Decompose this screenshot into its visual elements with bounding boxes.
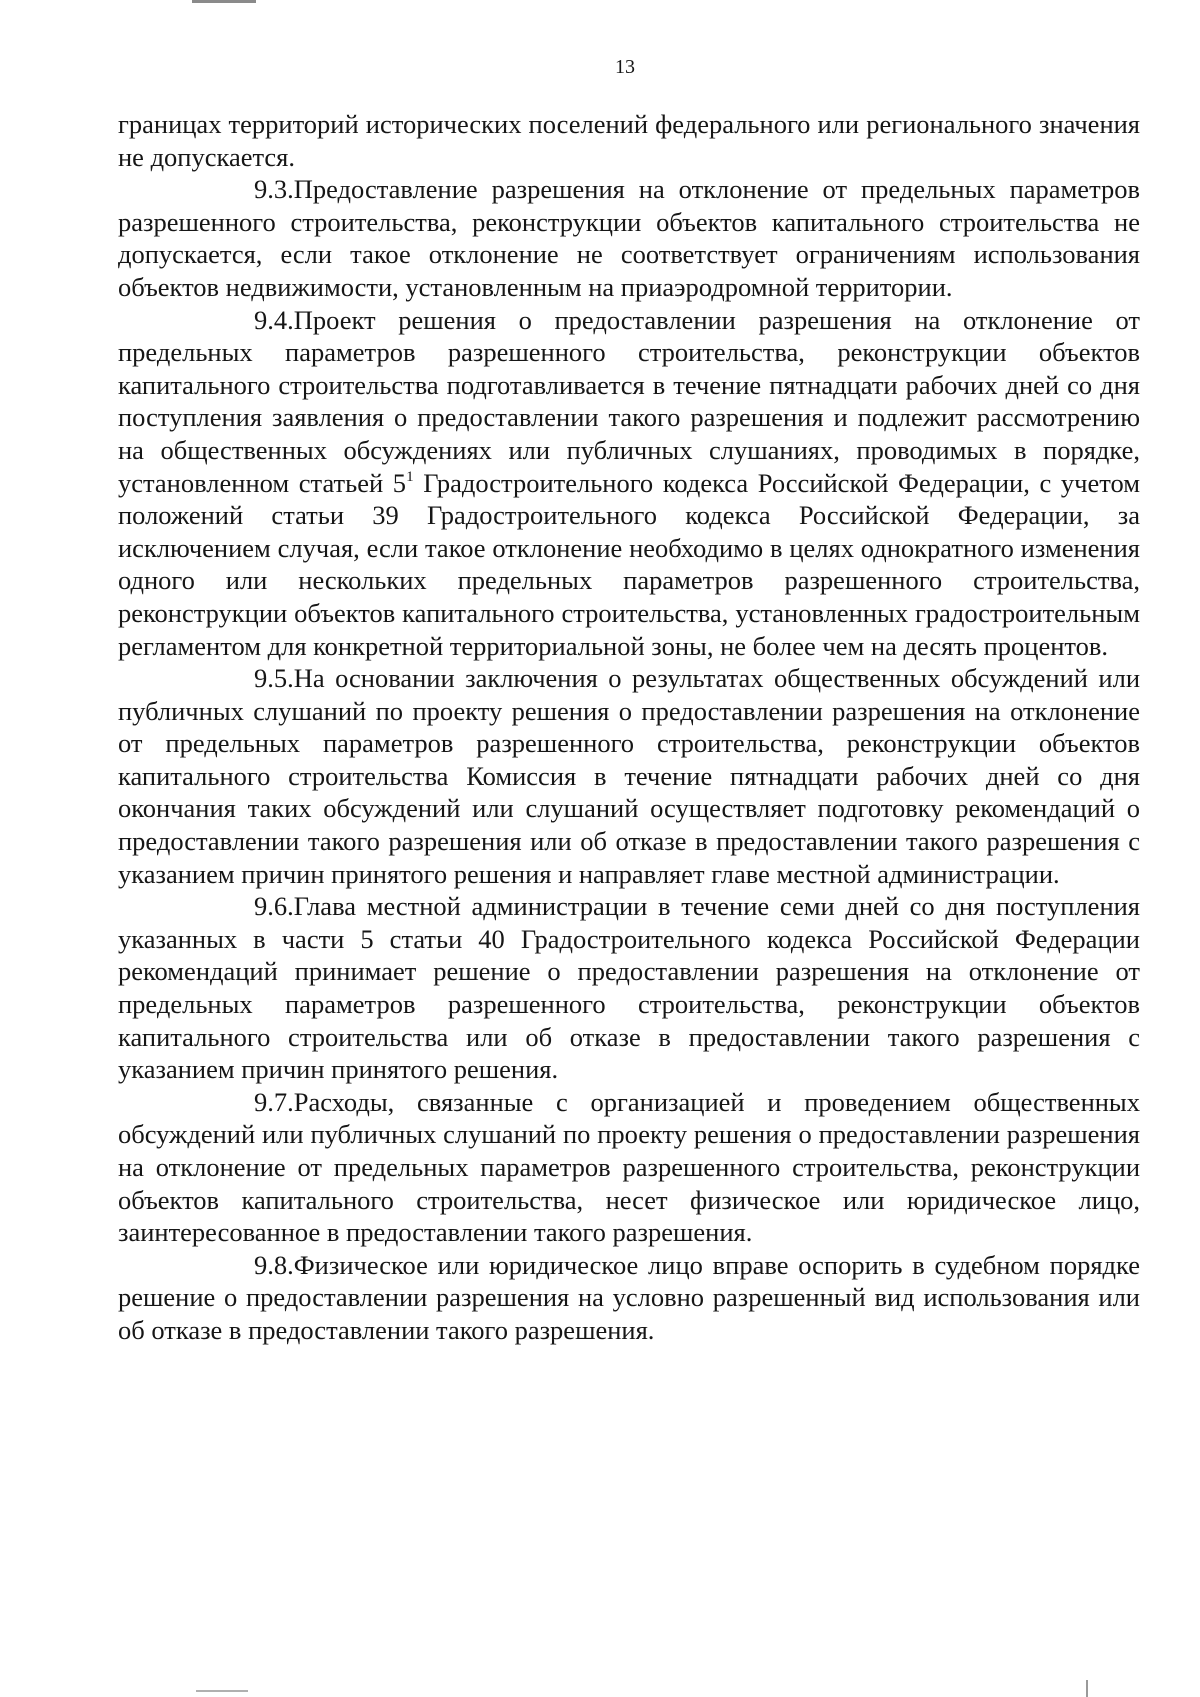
paragraph-number: 9.4. [254,304,294,335]
paragraph-continuation [118,108,1140,173]
article-superscript: 1 [406,468,414,485]
paragraph-text: На основании заключения о результатах общественных обсуждений или публичных слушаний по проекту решения о предоставлении разрешения на отклонение от предельных параметров разрешенного строительства, реконструкции объектов капитального строительства Комиссия в течение пятнадцати рабочих дней со дня окончания таких обсуждений или слушаний осуществляет подготовку рекомендаций о предоставлении такого разрешения или об отказе в предоставлении такого разрешения с указанием причин принятого решения и направляет главе местной администрации. [118,663,1140,889]
paragraph-9-7 [118,1086,1140,1249]
paragraph-9-6 [118,890,1140,1086]
paragraph-text: Расходы, связанные с организацией и проведением общественных обсуждений или публичных слушаний по проекту решения о предоставлении разрешения на отклонение от предельных параметров разрешенного строительства, реконструкции объектов капитального строительства, несет физическое или юридическое лицо, заинтересованное в предоставлении такого разрешения. [118,1086,1140,1248]
scan-artifact-tick [1086,1680,1088,1697]
scan-artifact-top [192,0,256,3]
paragraph-9-8 [118,1249,1140,1347]
paragraph-text-part1: Проект решения о предоставлении разрешения на отклонение от предельных параметров разрешенного строительства, реконструкции объектов капитального строительства подготавливается в течение пятнадцати рабочих дней со дня поступления заявления о предоставлении такого разрешения и подлежит рассмотрению на общественных обсуждениях или публичных слушаниях, проводимых в порядке, установленном статьей 5 [118,304,1140,498]
paragraph-text-part2: Градостроительного кодекса Российской Федерации, с учетом положений статьи 39 Градостроительного кодекса Российской Федерации, за исключением случая, если такое отклонение необходимо в целях однократного изменения одного или нескольких предельных параметров разрешенного строительства, реконструкции объектов капитального строительства, установленных градостроительным регламентом для конкретной территориальной зоны, не более чем на десять процентов. [118,467,1140,661]
paragraph-9-3 [118,173,1140,303]
paragraph-text: Глава местной администрации в течение семи дней со дня поступления указанных в части 5 статьи 40 Градостроительного кодекса Российской Федерации рекомендаций принимает решение о предоставлении разрешения на отклонение от предельных параметров разрешенного строительства, реконструкции объектов капитального строительства или об отказе в предоставлении такого разрешения с указанием причин принятого решения. [118,891,1140,1085]
page-number: 13 [615,56,635,78]
paragraph-number: 9.8. [254,1249,294,1280]
paragraph-number: 9.6. [254,891,294,922]
paragraph-number: 9.7. [254,1086,294,1117]
scan-artifact-bottom [196,1690,248,1692]
document-body [118,108,1140,1347]
paragraph-9-5 [118,662,1140,890]
paragraph-text: Физическое или юридическое лицо вправе оспорить в судебном порядке решение о предоставлении разрешения на условно разрешенный вид использования или об отказе в предоставлении такого разрешения. [118,1249,1140,1345]
paragraph-text: Предоставление разрешения на отклонение от предельных параметров разрешенного строительства, реконструкции объектов капитального строительства не допускается, если такое отклонение не соответствует ограничениям использования объектов недвижимости, установленным на приаэродромной территории. [118,174,1140,302]
paragraph-number: 9.3. [254,174,294,205]
paragraph-text: границах территорий исторических поселений федерального или регионального значения не допускается. [118,109,1140,172]
paragraph-number: 9.5. [254,663,294,694]
paragraph-9-4 [118,304,1140,663]
